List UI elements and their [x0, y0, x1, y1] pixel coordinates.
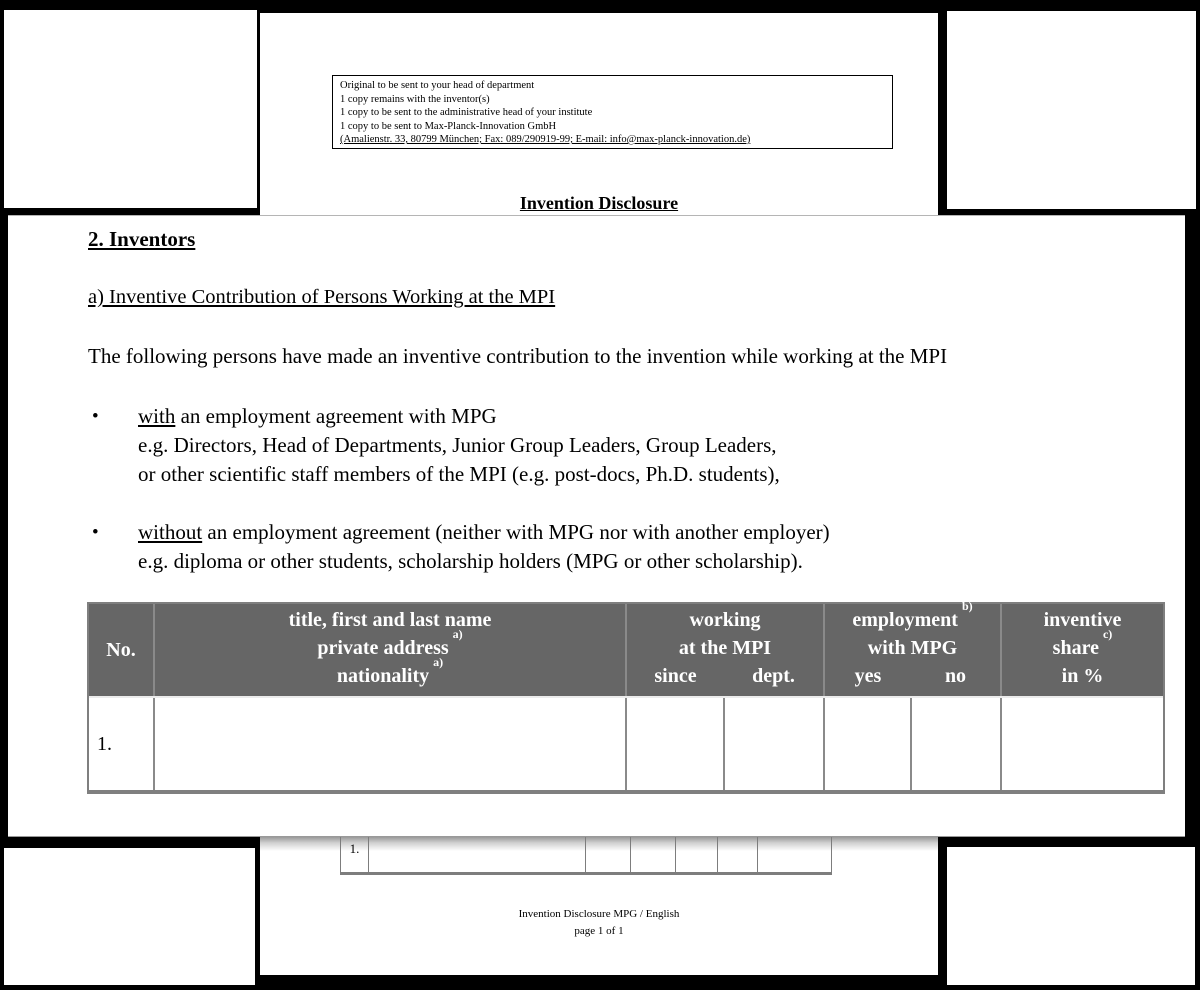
- small-since-cell: [586, 836, 631, 872]
- subsection-heading: a) Inventive Contribution of Persons Working at the MPI: [88, 286, 556, 308]
- no-cell: [912, 698, 1002, 790]
- yes-cell: [825, 698, 912, 790]
- inventors-table-small: [340, 835, 832, 875]
- distribution-note-line: Original to be sent to your head of department: [340, 80, 535, 91]
- small-name-cell: [369, 836, 586, 872]
- footnote-c-icon: c): [1102, 627, 1113, 642]
- blank-crop-bottom-left: [4, 848, 255, 985]
- dept-cell: [725, 698, 825, 790]
- intro-paragraph: The following persons have made an inventive contribution to the invention while working at the MPI: [88, 344, 948, 368]
- distribution-note-line: 1 copy to be sent to the administrative head of your institute: [340, 107, 593, 118]
- share-cell: [1002, 698, 1163, 790]
- small-row-number-cell: 1.: [341, 836, 369, 872]
- footnote-a-icon: a): [452, 627, 463, 642]
- blank-crop-bottom-right: [947, 847, 1195, 985]
- bullet2-line1: without an employment agreement (neither with MPG nor with another employer): [138, 520, 830, 544]
- small-yes-cell: [676, 836, 718, 872]
- header-inventive-share: inventive share$^{c)}$ in %: [1043, 609, 1122, 687]
- bullet-item-without-agreement: [92, 518, 830, 576]
- header-since: since: [654, 665, 697, 687]
- bullet2-line2: e.g. diploma or other students, scholarship holders (MPG or other scholarship).: [138, 549, 803, 573]
- blank-crop-top-left: [4, 10, 257, 208]
- header-working-at-mpi: working at the MPI since dept.: [627, 604, 825, 696]
- footnote-b-icon: b): [961, 599, 973, 614]
- header-no: No.: [89, 604, 155, 696]
- bullet-item-with-agreement: [92, 402, 780, 489]
- small-share-cell: [758, 836, 831, 872]
- small-no-cell: [718, 836, 758, 872]
- header-dept: dept.: [752, 665, 795, 687]
- inventors-table-row-1: [89, 698, 1163, 790]
- distribution-note-line: 1 copy to be sent to Max-Planck-Innovation GmbH: [340, 120, 557, 132]
- bullet1-line1: with an employment agreement with MPG: [138, 404, 497, 428]
- bullet1-line2: e.g. Directors, Head of Departments, Junior Group Leaders, Group Leaders,: [138, 433, 777, 457]
- header-yes: yes: [854, 665, 882, 687]
- since-cell: [627, 698, 725, 790]
- magnified-section-crop: [8, 215, 1185, 837]
- bullet1-line3: or other scientific staff members of the MPI (e.g. post-docs, Ph.D. students),: [138, 462, 780, 486]
- blank-crop-top-right: [947, 11, 1196, 209]
- inventors-table: [87, 599, 1165, 794]
- name-cell: [155, 698, 627, 790]
- page-footer: [260, 906, 938, 940]
- footer-document-name: Invention Disclosure MPG / English: [518, 908, 680, 920]
- distribution-note-contact-line: (Amalienstr. 33, 80799 München; Fax: 089/290919-99; E-mail: info@max-planck-innovation.de): [340, 134, 751, 145]
- section-heading: 2. Inventors: [88, 227, 196, 251]
- row-number-cell: 1.: [89, 698, 155, 790]
- bullet-icon: •: [92, 406, 99, 427]
- distribution-note-box: [332, 75, 893, 149]
- document-title: Invention Disclosure: [519, 193, 679, 213]
- header-no: no: [944, 665, 967, 687]
- inventors-table-header: [89, 599, 1163, 698]
- small-dept-cell: [631, 836, 676, 872]
- footer-page-number: page 1 of 1: [574, 925, 624, 937]
- header-employment-with-mpg: employment$^{b)}$ with MPG yes no: [825, 604, 1002, 696]
- header-name-address-nationality: title, first and last name private address$^{a)}$ nationality$^{a)}$: [155, 604, 627, 696]
- bullet-icon: •: [92, 522, 99, 543]
- footnote-a-icon: a): [433, 655, 444, 670]
- distribution-note-line: 1 copy remains with the inventor(s): [340, 93, 490, 105]
